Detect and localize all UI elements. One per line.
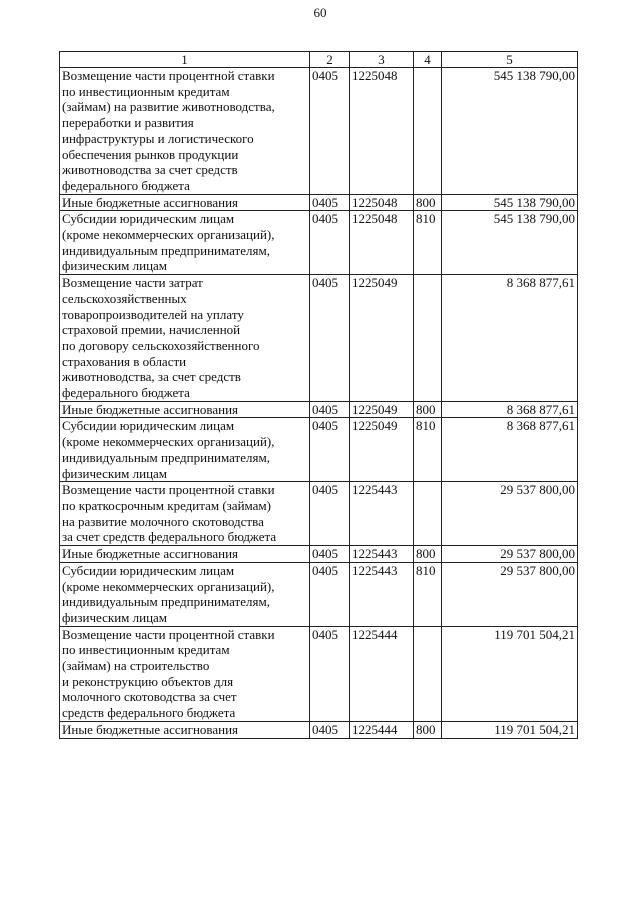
expense-name-line: Субсидии юридическим лицам bbox=[62, 418, 235, 434]
amount-cell: 8 368 877,61 bbox=[442, 401, 578, 418]
section-code-cell: 0405 bbox=[310, 401, 350, 418]
expense-type-cell: 800 bbox=[414, 194, 442, 211]
amount-cell: 119 701 504,21 bbox=[442, 626, 578, 721]
target-code-cell: 1225443 bbox=[350, 546, 414, 563]
expense-name-line: федерального бюджета bbox=[62, 177, 190, 193]
expense-type-cell bbox=[414, 482, 442, 546]
amount-cell: 119 701 504,21 bbox=[442, 721, 578, 738]
expense-type-cell bbox=[414, 275, 442, 402]
amount-cell: 29 537 800,00 bbox=[442, 546, 578, 563]
section-code-cell: 0405 bbox=[310, 721, 350, 738]
amount-cell: 545 138 790,00 bbox=[442, 194, 578, 211]
target-code-cell: 1225048 bbox=[350, 194, 414, 211]
expense-name-line: переработки и развития bbox=[62, 115, 194, 131]
expense-name-line: по инвестиционным кредитам bbox=[62, 642, 230, 658]
expense-type-cell bbox=[414, 68, 442, 195]
target-code-cell: 1225049 bbox=[350, 418, 414, 482]
section-code-cell: 0405 bbox=[310, 68, 350, 195]
expense-name-cell bbox=[60, 401, 310, 418]
expense-name-line: (кроме некоммерческих организаций), bbox=[62, 434, 275, 450]
page-number: 60 bbox=[313, 5, 327, 20]
expense-name-line: Возмещение части процентной ставки bbox=[62, 626, 275, 642]
expense-name-line: (кроме некоммерческих организаций), bbox=[62, 227, 275, 243]
section-code-cell: 0405 bbox=[310, 418, 350, 482]
expense-type-cell bbox=[414, 626, 442, 721]
target-code-cell: 1225048 bbox=[350, 68, 414, 195]
table-row bbox=[60, 562, 578, 626]
expense-name-line: товаропроизводителей на уплату bbox=[62, 306, 244, 322]
expense-name-line: средств федерального бюджета bbox=[62, 705, 236, 721]
target-code-cell: 1225443 bbox=[350, 482, 414, 546]
section-code-cell: 0405 bbox=[310, 211, 350, 275]
section-code-cell: 0405 bbox=[310, 275, 350, 402]
expense-type-cell: 810 bbox=[414, 562, 442, 626]
expense-name-line: страховой премии, начисленной bbox=[62, 322, 241, 338]
expense-name-line: Возмещение части затрат bbox=[62, 275, 203, 291]
amount-cell: 545 138 790,00 bbox=[442, 211, 578, 275]
expense-name-line: (займам) на развитие животноводства, bbox=[62, 99, 275, 115]
column-header-amount: 5 bbox=[442, 52, 578, 68]
table-row bbox=[60, 721, 578, 738]
expense-name-line: на развитие молочного скотоводства bbox=[62, 513, 264, 529]
expense-name-line: инфраструктуры и логистического bbox=[62, 130, 254, 146]
table-row bbox=[60, 275, 578, 402]
table-row bbox=[60, 211, 578, 275]
column-header-section: 2 bbox=[310, 52, 350, 68]
column-header-name: 1 bbox=[60, 52, 310, 68]
expense-name-cell bbox=[60, 68, 310, 195]
table-row bbox=[60, 194, 578, 211]
expense-type-cell: 800 bbox=[414, 401, 442, 418]
target-code-cell: 1225444 bbox=[350, 626, 414, 721]
expense-name-line: животноводства, за счет средств bbox=[62, 369, 241, 385]
expense-name-line: физическим лицам bbox=[62, 609, 168, 625]
expense-name-line: сельскохозяйственных bbox=[62, 290, 187, 306]
expense-name-line: и реконструкцию объектов для bbox=[62, 673, 234, 689]
expense-name-line: Иные бюджетные ассигнования bbox=[62, 546, 239, 562]
expense-type-cell: 800 bbox=[414, 721, 442, 738]
expense-name-line: Возмещение части процентной ставки bbox=[62, 68, 275, 83]
budget-table bbox=[59, 51, 578, 739]
expense-type-cell: 800 bbox=[414, 546, 442, 563]
expense-name-line: (займам) на строительство bbox=[62, 658, 210, 674]
target-code-cell: 1225049 bbox=[350, 275, 414, 402]
expense-name-line: индивидуальным предпринимателям, bbox=[62, 242, 270, 258]
table-row bbox=[60, 68, 578, 195]
amount-cell: 8 368 877,61 bbox=[442, 275, 578, 402]
expense-name-cell bbox=[60, 626, 310, 721]
expense-name-line: животноводства за счет средств bbox=[62, 162, 238, 178]
column-header-type: 4 bbox=[414, 52, 442, 68]
table-row bbox=[60, 626, 578, 721]
expense-name-cell bbox=[60, 546, 310, 563]
table-body bbox=[60, 68, 578, 739]
expense-name-line: физическим лицам bbox=[62, 258, 168, 274]
expense-name-cell bbox=[60, 562, 310, 626]
section-code-cell: 0405 bbox=[310, 194, 350, 211]
expense-name-line: обеспечения рынков продукции bbox=[62, 146, 239, 162]
expense-name-line: (кроме некоммерческих организаций), bbox=[62, 578, 275, 594]
expense-name-cell bbox=[60, 418, 310, 482]
expense-name-line: за счет средств федерального бюджета bbox=[62, 529, 277, 545]
expense-name-line: индивидуальным предпринимателям, bbox=[62, 594, 270, 610]
expense-name-line: молочного скотоводства за счет bbox=[62, 689, 237, 705]
expense-type-cell: 810 bbox=[414, 418, 442, 482]
expense-name-line: по инвестиционным кредитам bbox=[62, 83, 230, 99]
expense-name-line: Иные бюджетные ассигнования bbox=[62, 721, 239, 737]
expense-name-line: Субсидии юридическим лицам bbox=[62, 562, 235, 578]
expense-name-line: физическим лицам bbox=[62, 465, 168, 481]
section-code-cell: 0405 bbox=[310, 482, 350, 546]
expense-type-cell: 810 bbox=[414, 211, 442, 275]
target-code-cell: 1225443 bbox=[350, 562, 414, 626]
table-row bbox=[60, 418, 578, 482]
table-row bbox=[60, 546, 578, 563]
section-code-cell: 0405 bbox=[310, 546, 350, 563]
expense-name-line: индивидуальным предпринимателям, bbox=[62, 449, 270, 465]
target-code-cell: 1225049 bbox=[350, 401, 414, 418]
target-code-cell: 1225444 bbox=[350, 721, 414, 738]
expense-name-line: страхования в области bbox=[62, 353, 187, 369]
section-code-cell: 0405 bbox=[310, 626, 350, 721]
expense-name-cell bbox=[60, 194, 310, 211]
table-row bbox=[60, 482, 578, 546]
table-header-row bbox=[60, 52, 578, 68]
expense-name-line: Иные бюджетные ассигнования bbox=[62, 194, 239, 210]
expense-name-cell bbox=[60, 275, 310, 402]
amount-cell: 545 138 790,00 bbox=[442, 68, 578, 195]
expense-name-line: Возмещение части процентной ставки bbox=[62, 482, 275, 498]
amount-cell: 29 537 800,00 bbox=[442, 562, 578, 626]
column-header-target: 3 bbox=[350, 52, 414, 68]
section-code-cell: 0405 bbox=[310, 562, 350, 626]
expense-name-cell bbox=[60, 721, 310, 738]
expense-name-cell bbox=[60, 211, 310, 275]
table-row bbox=[60, 401, 578, 418]
expense-name-line: Субсидии юридическим лицам bbox=[62, 211, 235, 227]
expense-name-cell bbox=[60, 482, 310, 546]
expense-name-line: Иные бюджетные ассигнования bbox=[62, 401, 239, 417]
expense-name-line: федерального бюджета bbox=[62, 385, 190, 401]
target-code-cell: 1225048 bbox=[350, 211, 414, 275]
amount-cell: 29 537 800,00 bbox=[442, 482, 578, 546]
expense-name-line: по договору сельскохозяйственного bbox=[62, 337, 260, 353]
amount-cell: 8 368 877,61 bbox=[442, 418, 578, 482]
expense-name-line: по краткосрочным кредитам (займам) bbox=[62, 497, 271, 513]
